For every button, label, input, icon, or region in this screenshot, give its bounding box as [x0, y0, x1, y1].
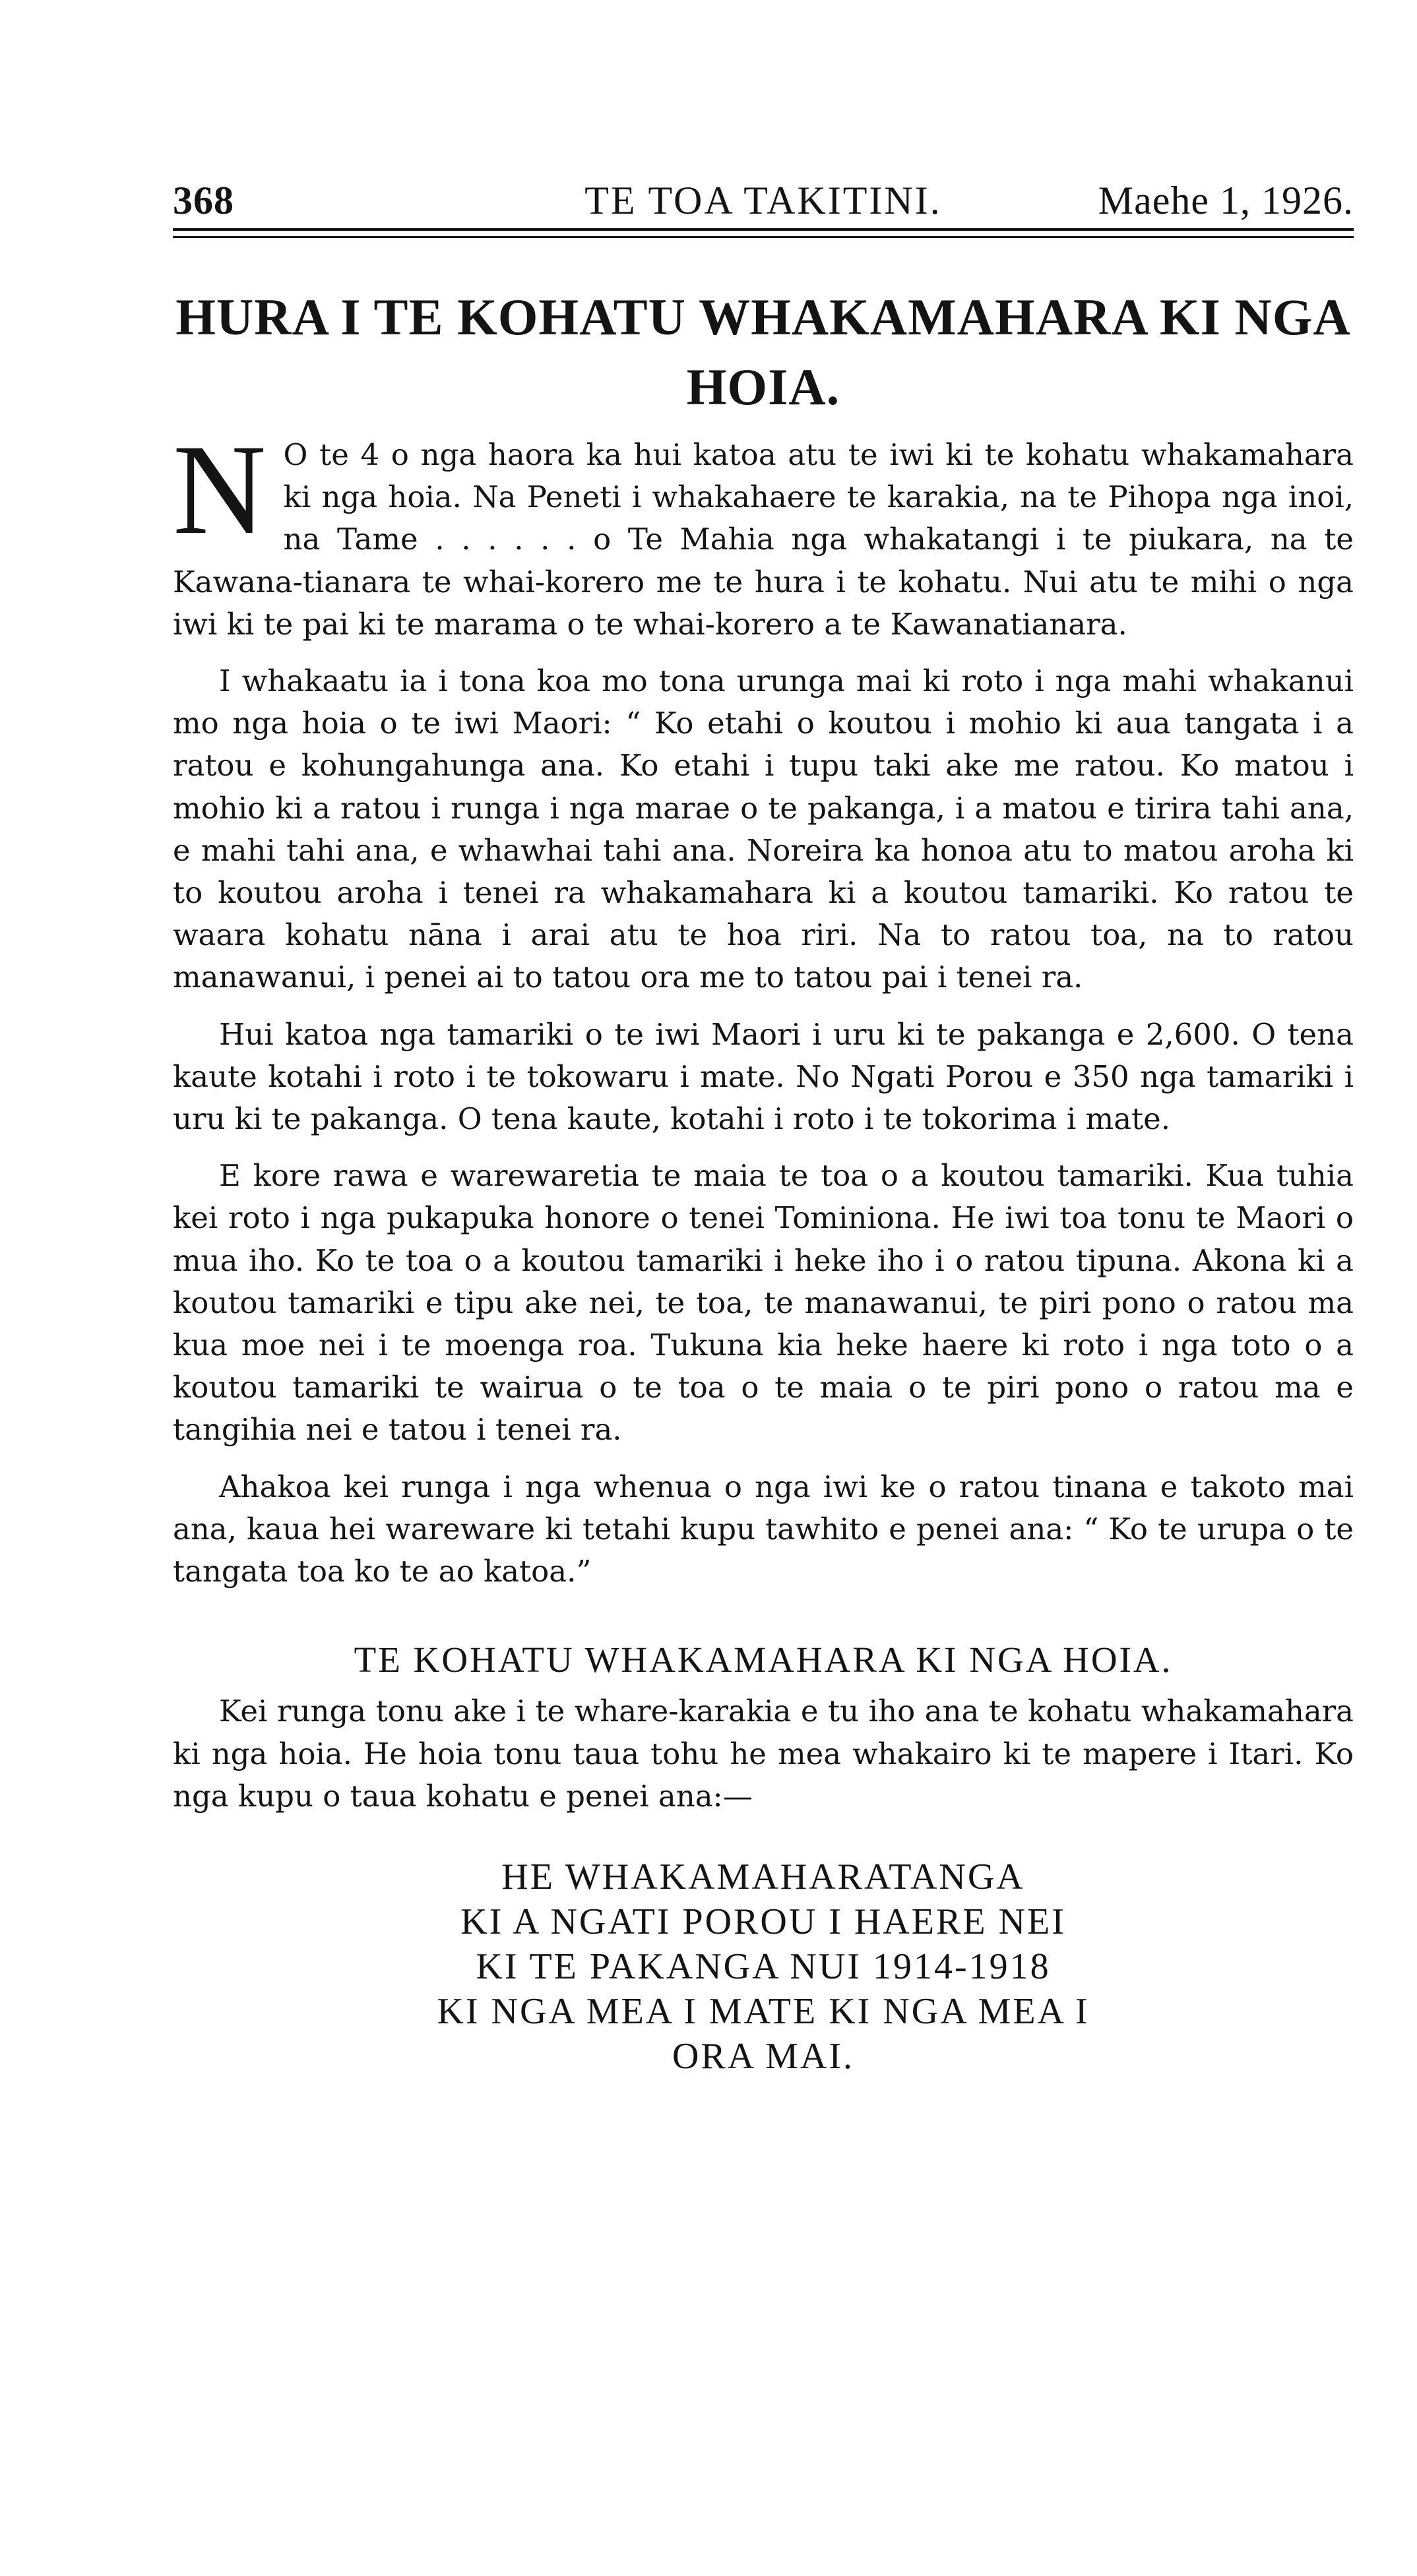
inscription-line: KI A NGATI POROU I HAERE NEI [460, 1901, 1066, 1943]
paragraph-2: I whakaatu ia i tona koa mo tona urunga mai ki roto i nga mahi whakanui mo nga hoia o te iwi Maori: “ Ko etahi o koutou i mohio ki aua tangata i a ratou e kohungahunga ana. Ko etahi i tupu taki ake me ratou. Ko matou i mohio ki a ratou i runga i nga marae o te pakanga, i a matou e tirira tahi ana, e mahi tahi ana, e whawhai tahi ana. Noreira ka honoa atu to matou aroha ki to koutou aroha i tenei ra whakamahara ki a koutou tamariki. Ko ratou te waara kohatu nāna i arai atu te hoa riri. Na to ratou toa, na to ratou manawanui, i penei ai to tatou ora me to tatou pai i tenei ra. [173, 663, 1354, 995]
paragraph-4: E kore rawa e warewaretia te maia te toa o a koutou tamariki. Kua tuhia kei roto i nga pukapuka honore o tenei Tominiona. He iwi toa tonu te Maori o mua iho. Ko te toa o a koutou tamariki i heke iho i o ratou tipuna. Akona ki a koutou tamariki e tipu ake nei, te toa, te manawanui, te piri pono o ratou ma kua moe nei i te moenga roa. Tukuna kia heke haere ki roto i nga toto o a koutou tamariki te wairua o te toa o te maia o te piri pono o ratou ma e tangihia nei e tatou i tenei ra. [173, 1158, 1354, 1448]
header-rule-thin [173, 236, 1354, 238]
paragraph-1-text: O te 4 o nga haora ka hui katoa atu te iwi ki te kohatu whakamahara ki nga hoia. Na Peneti i whakahaere te karakia, na te Pihopa nga inoi, na Tame . . . . . . o Te Mahia nga whakatangi i te piukara, na te Kawana-tianara te whai-korero me te hura i te kohatu. Nui atu te mihi o nga iwi ki te pai ki te marama o te whai-korero a te Kawanatianara. [173, 437, 1354, 642]
drop-cap: N [173, 418, 267, 561]
section-heading: TE KOHATU WHAKAMAHARA KI NGA HOIA. [354, 1640, 1173, 1680]
page-number: 368 [173, 179, 234, 222]
section-paragraph: Kei runga tonu ake i te whare-karakia e tu iho ana te kohatu whakamahara ki nga hoia. He hoia tonu taua tohu he mea whakairo ki te mapere i Itari. Ko nga kupu o taua kohatu e penei ana:— [173, 1694, 1354, 1814]
inscription-line: KI NGA MEA I MATE KI NGA MEA I [437, 1991, 1090, 2033]
header-rule-thick [173, 228, 1354, 231]
article-headline: HURA I TE KOHATU WHAKAMAHARA KI NGA HOIA. [175, 288, 1351, 415]
inscription-line: KI TE PAKANGA NUI 1914-1918 [476, 1946, 1051, 1988]
article-body [173, 418, 1354, 2079]
paragraph-5: Ahakoa kei runga i nga whenua o nga iwi ke o ratou tinana e takoto mai ana, kaua hei wareware ki tetahi kupu tawhito e penei ana: “ Ko te urupa o te tangata toa ko te ao katoa.” [173, 1469, 1354, 1589]
paragraph-3: Hui katoa nga tamariki o te iwi Maori i uru ki te pakanga e 2,600. O tena kaute kotahi i roto i te tokowaru i mate. No Ngati Porou e 350 nga tamariki i uru ki te pakanga. O tena kaute, kotahi i roto i te tokorima i mate. [173, 1016, 1354, 1137]
paragraph-1 [173, 418, 1354, 646]
running-head [173, 178, 1354, 224]
inscription-line: ORA MAI. [672, 2036, 855, 2077]
publication-title: TE TOA TAKITINI. [584, 179, 942, 222]
inscription-line: HE WHAKAMAHARATANGA [501, 1856, 1025, 1898]
issue-date: Maehe 1, 1926. [1098, 179, 1354, 222]
memorial-inscription [173, 1855, 1354, 2079]
